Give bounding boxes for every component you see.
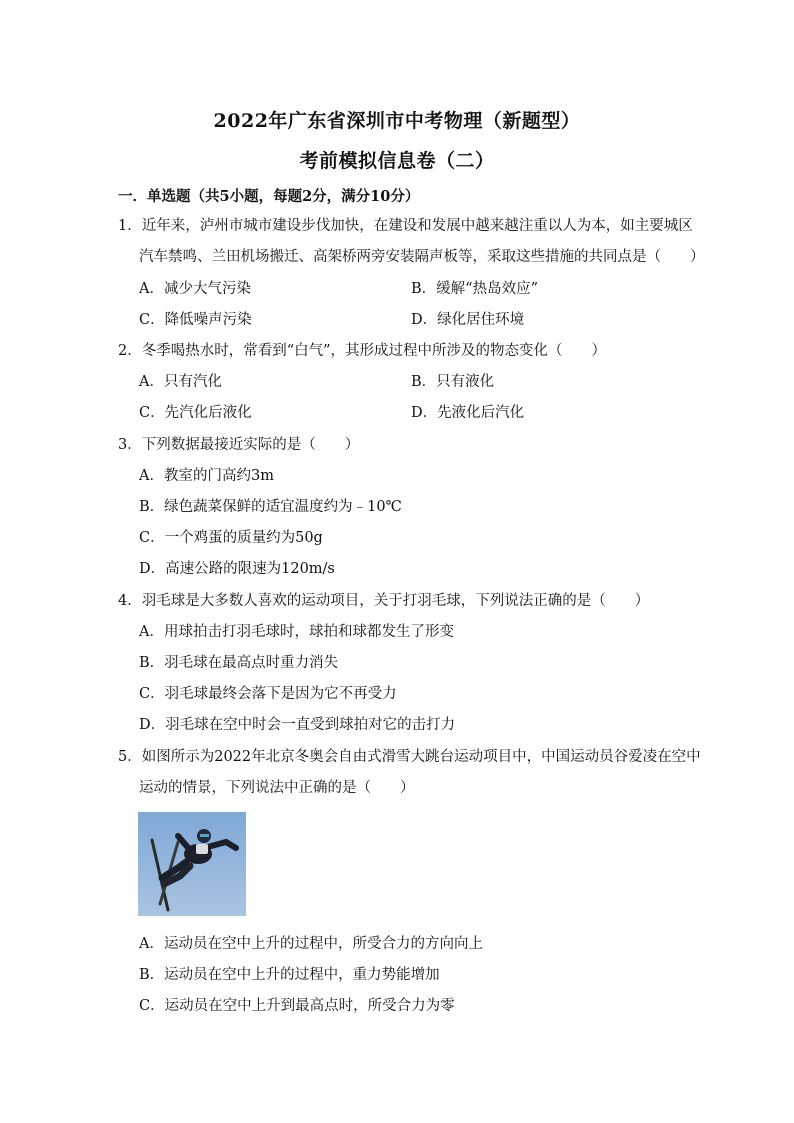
question-4-option-c: C．羽毛球最终会落下是因为它不再受力 bbox=[139, 686, 397, 702]
question-3-option-d: D．高速公路的限速为120m/s bbox=[139, 561, 335, 577]
question-5-option-b: B．运动员在空中上升的过程中，重力势能增加 bbox=[139, 967, 440, 983]
skier-bib bbox=[196, 844, 208, 854]
question-5-option-c: C．运动员在空中上升到最高点时，所受合力为零 bbox=[139, 998, 455, 1014]
exam-subtitle: 考前模拟信息卷（二） bbox=[299, 150, 495, 172]
question-5-option-a: A．运动员在空中上升的过程中，所受合力的方向向上 bbox=[139, 936, 483, 952]
skier-photo bbox=[138, 812, 246, 916]
question-4-option-b: B．羽毛球在最高点时重力消失 bbox=[139, 655, 339, 671]
question-2-option-d: D．先液化后汽化 bbox=[411, 405, 525, 421]
question-1-option-d: D．绿化居住环境 bbox=[411, 312, 525, 328]
question-2-stem: 2．冬季喝热水时，常看到“白气”，其形成过程中所涉及的物态变化（ ） bbox=[118, 343, 607, 359]
question-3-option-b: B．绿色蔬菜保鲜的适宜温度约为﹣10℃ bbox=[139, 499, 402, 515]
question-2-option-c: C．先汽化后液化 bbox=[139, 405, 252, 421]
question-4-option-a: A．用球拍击打羽毛球时，球拍和球都发生了形变 bbox=[139, 624, 454, 640]
exam-title: 2022年广东省深圳市中考物理（新题型） bbox=[213, 110, 581, 132]
question-1-option-c: C．降低噪声污染 bbox=[139, 312, 252, 328]
question-5-stem-line2: 运动的情景，下列说法中正确的是（ ） bbox=[139, 780, 415, 796]
question-1-option-b: B．缓解“热岛效应” bbox=[411, 281, 538, 297]
question-1-option-a: A．减少大气污染 bbox=[139, 281, 251, 297]
skier-photo-drawing bbox=[138, 812, 246, 916]
question-1-stem-line1: 1．近年来，泸州市城市建设步伐加快，在建设和发展中越来越注重以人为本，如主要城区 bbox=[118, 218, 693, 234]
section-heading: 一．单选题（共5小题，每题2分，满分10分） bbox=[118, 188, 420, 205]
question-5-stem-line1: 5．如图所示为2022年北京冬奥会自由式滑雪大跳台运动项目中，中国运动员谷爱凌在空中 bbox=[118, 749, 701, 765]
question-2-option-a: A．只有汽化 bbox=[139, 374, 222, 390]
skier-goggles bbox=[200, 834, 209, 837]
question-3-stem: 3．下列数据最接近实际的是（ ） bbox=[118, 437, 360, 453]
question-1-stem-line2: 汽车禁鸣、兰田机场搬迁、高架桥两旁安装隔声板等，采取这些措施的共同点是（ ） bbox=[139, 249, 705, 265]
question-4-option-d: D．羽毛球在空中时会一直受到球拍对它的击打力 bbox=[139, 717, 456, 733]
question-2-option-b: B．只有液化 bbox=[411, 374, 495, 390]
question-3-option-a: A．教室的门高约3m bbox=[139, 468, 274, 484]
question-4-stem: 4．羽毛球是大多数人喜欢的运动项目，关于打羽毛球，下列说法正确的是（ ） bbox=[118, 593, 650, 609]
question-3-option-c: C．一个鸡蛋的质量约为50g bbox=[139, 530, 323, 546]
